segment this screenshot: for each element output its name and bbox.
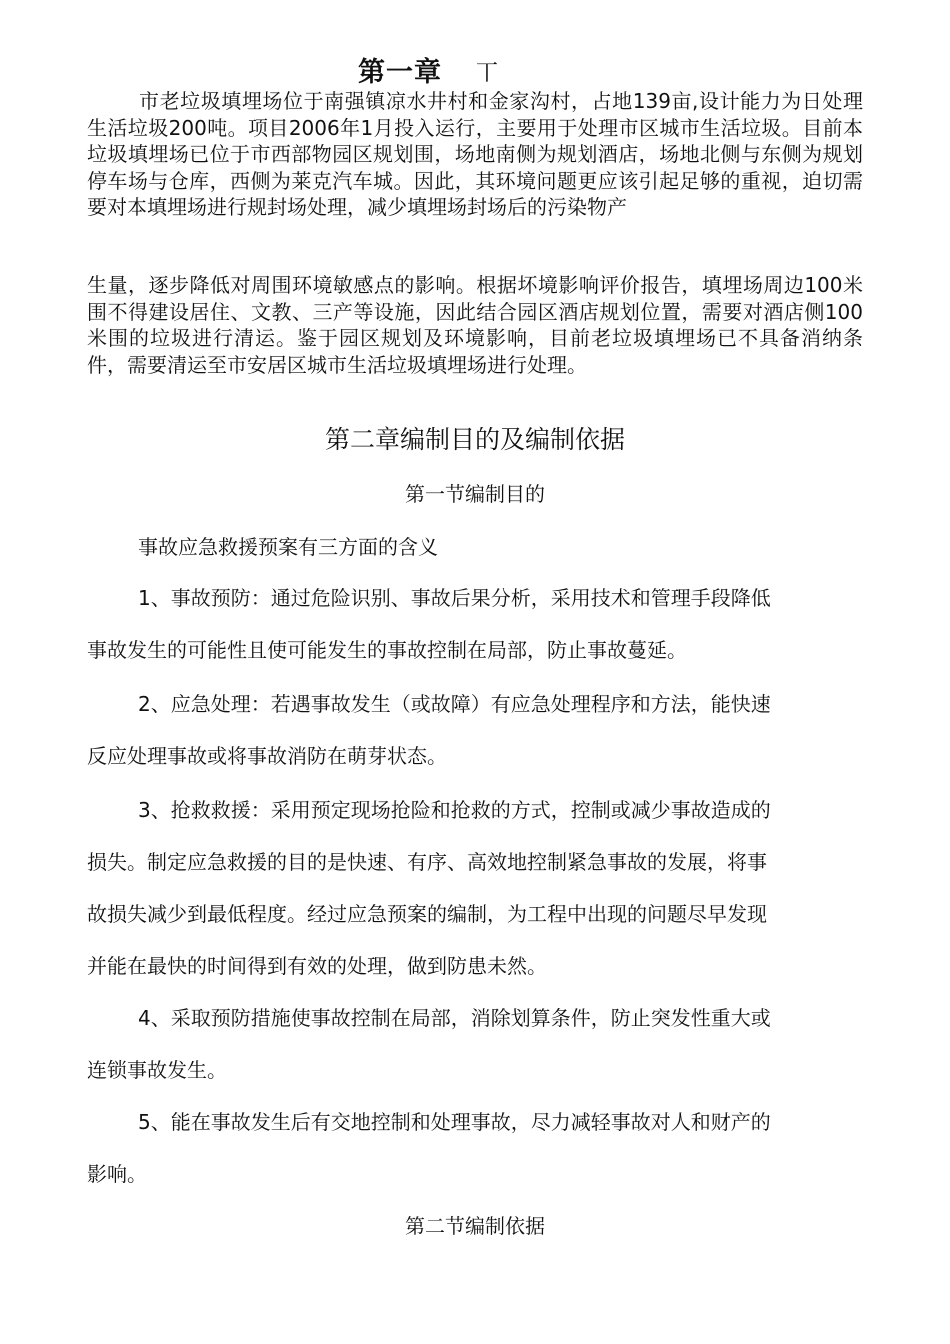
body-line: 4、采取预防措施使事故控制在局部，消除划算条件，防止突发性重大或 (138, 1006, 771, 1030)
body-line: 损失。制定应急救援的目的是快速、有序、高效地控制紧急事故的发展，将事 (87, 850, 767, 874)
body-line: 1、事故预防：通过危险识别、事故后果分析，采用技术和管理手段降低 (138, 586, 771, 610)
chapter-1-mark: 丅 (476, 61, 500, 86)
section-2-title: 第二节编制依据 (405, 1214, 545, 1238)
body-line: 事故应急救援预案有三方面的含义 (138, 535, 438, 559)
chapter-1-title (358, 50, 499, 89)
chapter-2-title: 第二章编制目的及编制依据 (324, 425, 625, 454)
body-line: 并能在最快的时间得到有效的处理，做到防患未然。 (87, 954, 547, 978)
chapter-1-title-text: 第一章 (358, 57, 442, 88)
body-line: 反应处理事故或将事故消防在萌芽状态。 (87, 744, 447, 768)
intro-paragraph-1: 市老垃圾填埋场位于南强镇凉水井村和金家沟村，占地139亩,设计能力为日处理生活垃圾200吨。项目2006年1月投入运行，主要用于处理市区城市生活垃圾。目前本垃圾填埋场已位于市西部物园区规划围，场地南侧为规划酒店，场地北侧与东侧为规划停车场与仓库，西侧为莱克汽车城。因此，其环境问题更应该引起足够的重视，迫切需要对本填埋场进行规封场处理，减少填埋场封场后的污染物产 (87, 89, 863, 219)
body-line: 5、能在事故发生后有交地控制和处理事故，尽力减轻事故对人和财产的 (138, 1110, 771, 1134)
body-line: 故损失减少到最低程度。经过应急预案的编制，为工程中出现的问题尽早发现 (87, 902, 767, 926)
body-line: 影响。 (87, 1162, 147, 1186)
intro-paragraph-2: 生量，逐步降低对周围环境敏感点的影响。根据坏境影响评价报告，填埋场周边100米围不得建设居住、文教、三产等设施，因此结合园区酒店规划位置，需要对酒店侧100米围的垃圾进行清运。鉴于园区规划及环境影响，目前老垃圾填埋场已不具备消纳条件，需要清运至市安居区城市生活垃圾填埋场进行处理。 (87, 273, 863, 377)
body-line: 3、抢救救援：采用预定现场抢险和抢救的方式，控制或减少事故造成的 (138, 798, 771, 822)
section-1-title: 第一节编制目的 (405, 482, 545, 506)
body-line: 事故发生的可能性且使可能发生的事故控制在局部，防止事故蔓延。 (87, 638, 687, 662)
body-line: 连锁事故发生。 (87, 1058, 227, 1082)
body-line: 2、应急处理：若遇事故发生（或故障）有应急处理程序和方法，能快速 (138, 692, 771, 716)
